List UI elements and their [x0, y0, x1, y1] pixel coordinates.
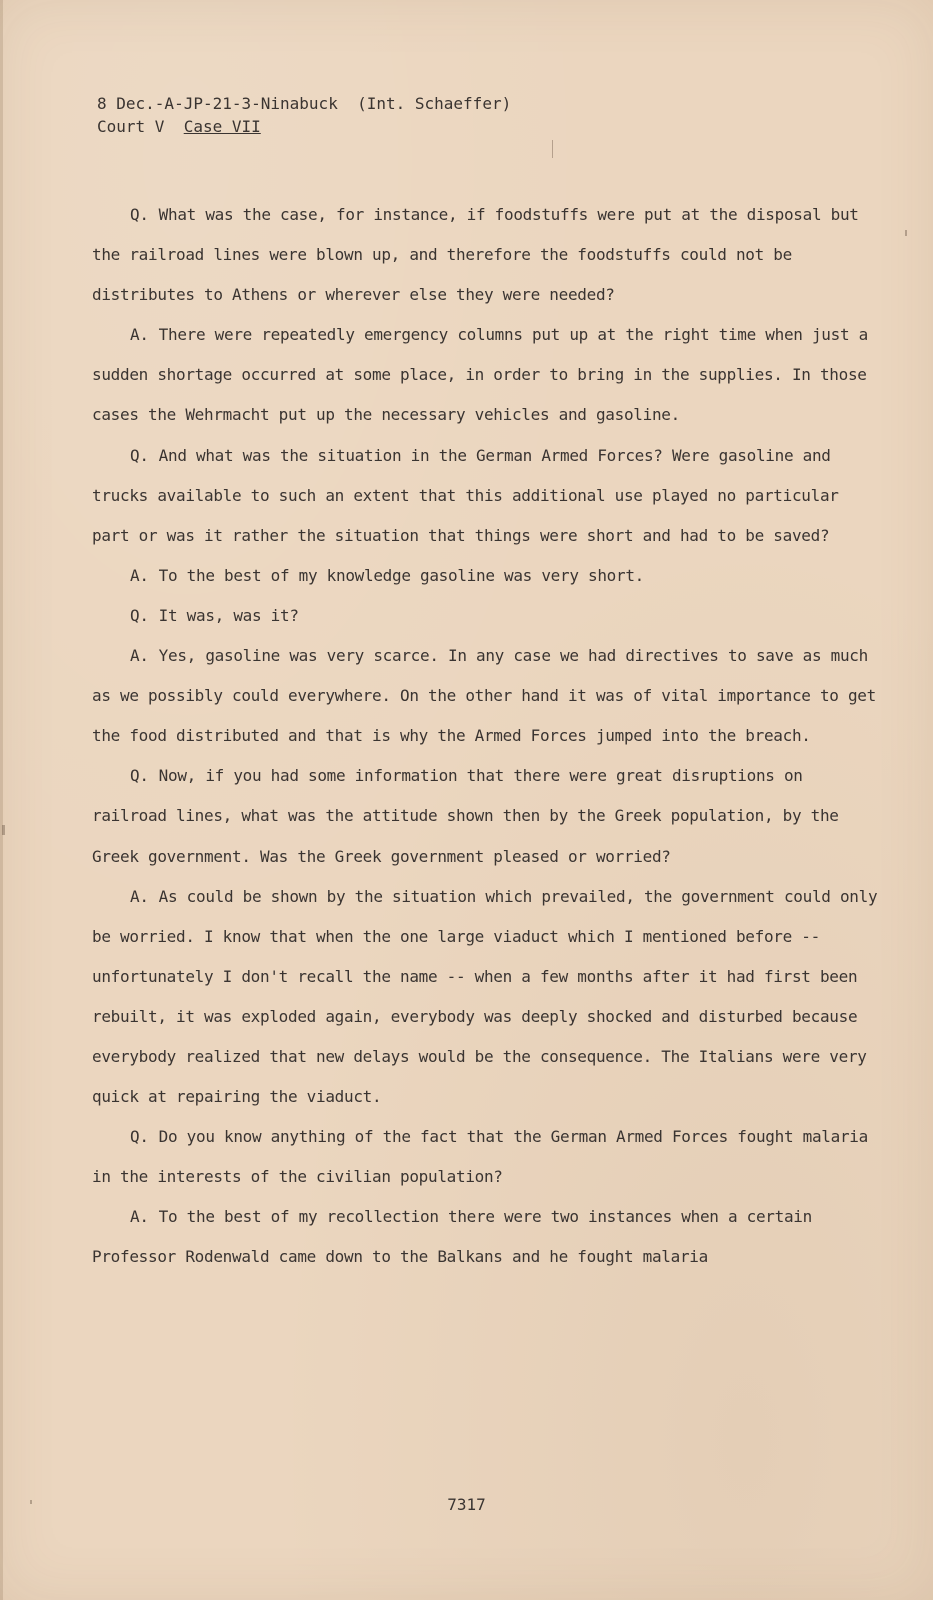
paragraph-text: To the best of my knowledge gasoline was very short. — [158, 565, 644, 585]
testimony-paragraph — [92, 877, 882, 1118]
testimony-body — [92, 195, 882, 1278]
document-header — [97, 92, 511, 138]
testimony-paragraph — [92, 636, 882, 756]
speaker-label: Q. — [130, 1127, 149, 1147]
paper-speck — [552, 140, 553, 158]
testimony-paragraph — [92, 756, 882, 876]
speaker-label: A. — [130, 325, 149, 345]
paragraph-text: It was, was it? — [158, 605, 299, 625]
speaker-label: A. — [130, 646, 149, 666]
paper-speck — [2, 825, 5, 835]
testimony-paragraph — [92, 596, 882, 636]
paragraph-text: To the best of my recollection there were two instances when a certain Professor Rodenwald came down to the Balkans and he fought malaria — [92, 1207, 812, 1267]
testimony-paragraph — [92, 436, 882, 556]
header-case: Case VII — [183, 117, 261, 136]
testimony-paragraph — [92, 1117, 882, 1197]
speaker-label: A. — [130, 565, 149, 585]
page-number: 7317 — [447, 1495, 486, 1514]
paragraph-text: As could be shown by the situation which prevailed, the government could only be worried. I know that when the one large viaduct which I mentioned before -- unfortunately I don't recall the name -- when a few months after it had first been rebuilt, it was exploded again, everybody was deeply shocked and disturbed because everybody realized that new delays would be the consequence. The Italians were very quick at repairing the viaduct. — [92, 886, 878, 1107]
speaker-label: Q. — [130, 605, 149, 625]
paragraph-text: What was the case, for instance, if foodstuffs were put at the disposal but the railroad lines were blown up, and therefore the foodstuffs could not be distributes to Athens or wherever else they were needed? — [92, 205, 859, 305]
speaker-label: A. — [130, 886, 149, 906]
paragraph-text: Yes, gasoline was very scarce. In any case we had directives to save as much as we possibly could everywhere. On the other hand it was of vital importance to get the food distributed and that is why the Armed Forces jumped into the breach. — [92, 646, 876, 746]
testimony-paragraph — [92, 556, 882, 596]
testimony-paragraph — [92, 195, 882, 315]
header-line-1: 8 Dec.-A-JP-21-3-Ninabuck (Int. Schaeffer) — [97, 94, 512, 113]
paragraph-text: Do you know anything of the fact that the German Armed Forces fought malaria in the interests of the civilian population? — [92, 1127, 868, 1187]
paragraph-text: And what was the situation in the German Armed Forces? Were gasoline and trucks available to such an extent that this additional use played no particular part or was it rather the situation that things were short and had to be saved? — [92, 445, 839, 545]
speaker-label: Q. — [130, 445, 149, 465]
paper-speck — [30, 1500, 32, 1504]
speaker-label: Q. — [130, 766, 149, 786]
testimony-paragraph — [92, 1197, 882, 1277]
testimony-paragraph — [92, 315, 882, 435]
paragraph-text: Now, if you had some information that there were great disruptions on railroad lines, what was the attitude shown then by the Greek population, by the Greek government. Was the Greek government pleased or worried? — [92, 766, 839, 866]
paragraph-text: There were repeatedly emergency columns put up at the right time when just a sudden shortage occurred at some place, in order to bring in the supplies. In those cases the Wehrmacht put up the necessary vehicles and gasoline. — [92, 325, 868, 425]
speaker-label: A. — [130, 1207, 149, 1227]
header-court: Court V — [97, 117, 184, 136]
paper-speck — [905, 230, 907, 236]
speaker-label: Q. — [130, 205, 149, 224]
